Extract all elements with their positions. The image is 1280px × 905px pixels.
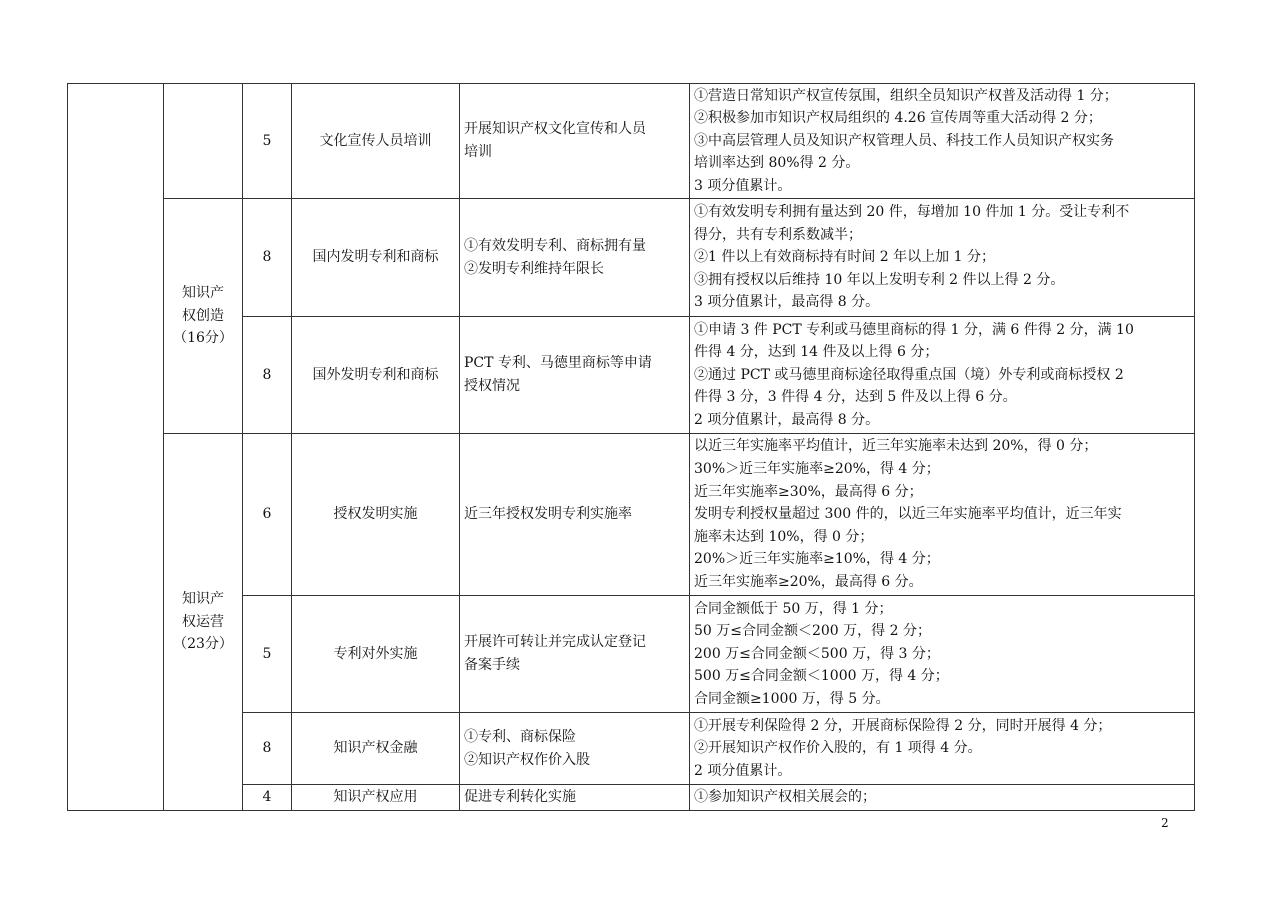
content-line: 备案手续	[464, 657, 520, 673]
category-name-line: 权运营	[182, 613, 224, 630]
standard-line: ②开展知识产权作价入股的，有 1 项得 4 分。	[694, 740, 982, 757]
content-line: ②发明专利维持年限长	[464, 260, 604, 277]
category-points: （16分）	[173, 330, 233, 347]
standard-cell	[690, 713, 1195, 785]
standard-line: 件得 3 分，3 件得 4 分，达到 5 件及以上得 6 分。	[694, 389, 1017, 406]
standard-line: 3 项分值累计。	[694, 177, 792, 194]
item-cell: 文化宣传人员培训	[292, 84, 460, 199]
standard-line: 50 万≤合同金额＜200 万，得 2 分；	[694, 623, 931, 640]
standard-line: 培训率达到 80%得 2 分。	[694, 155, 860, 172]
standard-line: 2 项分值累计。	[694, 762, 792, 779]
content-cell	[460, 199, 690, 317]
standard-line: ③中高层管理人员及知识产权管理人员、科技工作人员知识产权实务	[694, 132, 1114, 149]
content-line: PCT 专利、马德里商标等申请	[464, 355, 652, 372]
standard-cell	[690, 317, 1195, 434]
table-row	[68, 434, 1195, 596]
content-line: 开展知识产权文化宣传和人员	[464, 121, 646, 138]
item-cell: 专利对外实施	[292, 596, 460, 713]
score-cell: 5	[243, 596, 292, 713]
standard-cell	[690, 84, 1195, 199]
content-line: 培训	[464, 144, 492, 160]
standard-cell	[690, 434, 1195, 596]
category-name-line: 权创造	[182, 307, 224, 324]
content-line: 促进专利转化实施	[464, 789, 576, 806]
score-cell: 4	[243, 785, 292, 811]
standard-line: ②积极参加市知识产权局组织的 4.26 宣传周等重大活动得 2 分；	[694, 110, 1102, 127]
standard-line: ③拥有授权以后维持 10 年以上发明专利 2 件以上得 2 分。	[694, 271, 1065, 288]
scoring-table	[67, 83, 1195, 811]
content-cell	[460, 434, 690, 596]
content-cell	[460, 785, 690, 811]
item-cell: 国外发明专利和商标	[292, 317, 460, 434]
content-line: 授权情况	[464, 378, 520, 394]
content-line: 近三年授权发明专利实施率	[464, 506, 632, 523]
standard-line: 200 万≤合同金额＜500 万，得 3 分；	[694, 645, 940, 662]
table-row	[68, 199, 1195, 317]
content-cell	[460, 84, 690, 199]
standard-line: ②通过 PCT 或马德里商标途径取得重点国（境）外专利或商标授权 2	[694, 366, 1124, 383]
standard-line: 施率未达到 10%，得 0 分；	[694, 528, 874, 545]
standard-line: 以近三年实施率平均值计，近三年实施率未达到 20%，得 0 分；	[694, 438, 1098, 455]
table-row	[68, 84, 1195, 199]
first-column-cell	[68, 84, 164, 811]
page-number: 2	[1161, 816, 1169, 830]
content-cell	[460, 713, 690, 785]
standard-line: ②1 件以上有效商标持有时间 2 年以上加 1 分；	[694, 249, 995, 266]
standard-line: 合同金额≥1000 万，得 5 分。	[694, 690, 890, 707]
content-line: 开展许可转让并完成认定登记	[464, 634, 646, 651]
content-cell	[460, 596, 690, 713]
standard-line: 发明专利授权量超过 300 件的，以近三年实施率平均值计，近三年实	[694, 506, 1122, 523]
standard-line: 合同金额低于 50 万，得 1 分；	[694, 600, 893, 617]
category-cell	[164, 199, 243, 434]
content-line: ②知识产权作价入股	[464, 751, 590, 768]
standard-line: ①营造日常知识产权宣传氛围，组织全员知识产权普及活动得 1 分；	[694, 87, 1118, 104]
category-cell	[164, 434, 243, 811]
standard-line: ①申请 3 件 PCT 专利或马德里商标的得 1 分，满 6 件得 2 分，满 10	[694, 321, 1134, 338]
standard-line: 件得 4 分，达到 14 件及以上得 6 分；	[694, 344, 939, 361]
category-name-line: 知识产	[182, 285, 224, 302]
standard-line: 3 项分值累计，最高得 8 分。	[694, 294, 880, 311]
score-cell: 8	[243, 199, 292, 317]
standard-line: ①参加知识产权相关展会的；	[694, 789, 876, 806]
content-line: ①专利、商标保险	[464, 728, 576, 745]
standard-line: 2 项分值累计，最高得 8 分。	[694, 411, 880, 428]
content-line: ①有效发明专利、商标拥有量	[464, 237, 646, 254]
standard-cell	[690, 596, 1195, 713]
standard-line: ①开展专利保险得 2 分，开展商标保险得 2 分，同时开展得 4 分；	[694, 717, 1112, 734]
score-cell: 8	[243, 317, 292, 434]
category-cell-empty	[164, 84, 243, 199]
content-cell	[460, 317, 690, 434]
standard-line: 500 万≤合同金额＜1000 万，得 4 分；	[694, 668, 949, 685]
category-name-line: 知识产	[182, 591, 224, 608]
standard-line: ①有效发明专利拥有量达到 20 件，每增加 10 件加 1 分。受让专利不	[694, 204, 1130, 221]
item-cell: 授权发明实施	[292, 434, 460, 596]
category-points: （23分）	[173, 636, 233, 653]
score-cell: 8	[243, 713, 292, 785]
item-cell: 知识产权金融	[292, 713, 460, 785]
standard-cell	[690, 785, 1195, 811]
item-cell: 国内发明专利和商标	[292, 199, 460, 317]
score-cell: 6	[243, 434, 292, 596]
standard-line: 20%＞近三年实施率≥10%，得 4 分；	[694, 551, 940, 568]
standard-line: 近三年实施率≥20%，最高得 6 分。	[694, 573, 923, 590]
standard-cell	[690, 199, 1195, 317]
item-cell: 知识产权应用	[292, 785, 460, 811]
standard-line: 得分，共有专利系数减半；	[694, 226, 862, 243]
standard-line: 近三年实施率≥30%，最高得 6 分；	[694, 483, 923, 500]
score-cell: 5	[243, 84, 292, 199]
standard-line: 30%＞近三年实施率≥20%，得 4 分；	[694, 461, 940, 478]
